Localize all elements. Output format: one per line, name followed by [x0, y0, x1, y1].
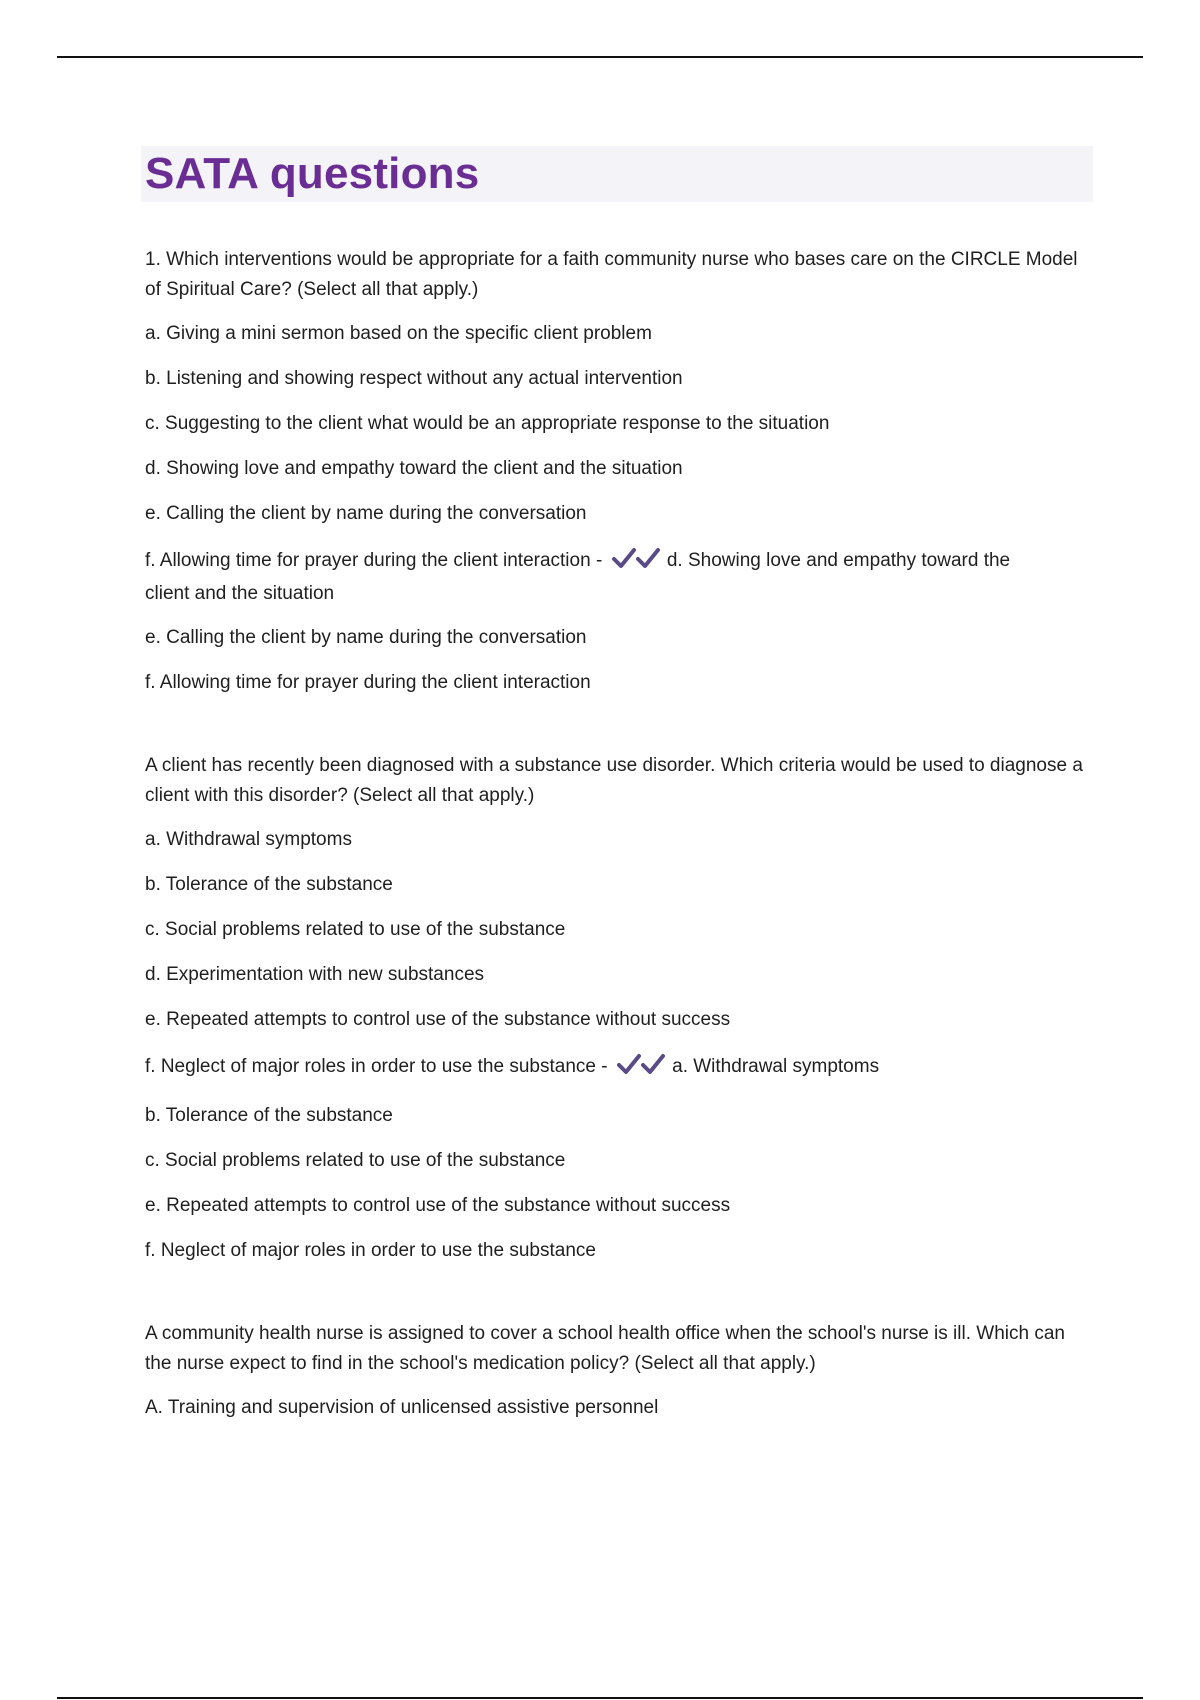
checkmark-icon	[617, 1053, 641, 1075]
bottom-rule	[57, 1697, 1143, 1699]
answer-item: f. Neglect of major roles in order to use the substance	[145, 1240, 596, 1261]
question-block-1	[145, 245, 1093, 698]
question-text: 1. Which interventions would be appropriate for a faith community nurse who bases care on the CIRCLE Model of Spiritual Care? (Select all that apply.)	[145, 249, 1078, 300]
option-with-answer	[145, 1052, 1093, 1085]
option-item: b. Tolerance of the substance	[145, 874, 393, 895]
answer-item-continued: client and the situation	[145, 583, 335, 604]
option-item: c. Social problems related to use of the substance	[145, 919, 566, 940]
title-band	[141, 146, 1093, 202]
question-text: A community health nurse is assigned to cover a school health office when the school's nurse is ill. Which can the nurse expect to find in the school's medication policy? (Select all that apply.)	[145, 1323, 1065, 1374]
option-item: a. Withdrawal symptoms	[145, 829, 352, 850]
option-item: d. Showing love and empathy toward the client and the situation	[145, 458, 683, 479]
question-block-2	[145, 751, 1093, 1266]
answer-item: f. Allowing time for prayer during the client interaction	[145, 672, 591, 693]
option-item: a. Giving a mini sermon based on the specific client problem	[145, 323, 652, 344]
checkmark-icon	[636, 547, 660, 569]
answer-item: d. Showing love and empathy toward the	[666, 550, 1011, 571]
document-body	[145, 146, 1093, 1423]
top-rule	[57, 56, 1143, 58]
checkmark-icon	[641, 1053, 665, 1075]
answer-item: e. Calling the client by name during the conversation	[145, 627, 587, 648]
option-with-answer	[145, 546, 1093, 609]
question-block-3	[145, 1319, 1093, 1423]
answer-checkmarks	[617, 1053, 665, 1085]
option-item: f. Allowing time for prayer during the client interaction -	[145, 550, 603, 571]
answer-item: b. Tolerance of the substance	[145, 1105, 393, 1126]
option-item: f. Neglect of major roles in order to use the substance -	[145, 1056, 608, 1077]
option-item: A. Training and supervision of unlicensed assistive personnel	[145, 1397, 659, 1418]
option-item: e. Calling the client by name during the conversation	[145, 503, 587, 524]
answer-item: a. Withdrawal symptoms	[672, 1056, 880, 1077]
option-item: e. Repeated attempts to control use of the substance without success	[145, 1009, 731, 1030]
question-text: A client has recently been diagnosed with a substance use disorder. Which criteria would be used to diagnose a client with this disorder? (Select all that apply.)	[145, 755, 1083, 806]
option-item: b. Listening and showing respect without any actual intervention	[145, 368, 683, 389]
option-item: c. Suggesting to the client what would be an appropriate response to the situation	[145, 413, 830, 434]
checkmark-icon	[612, 547, 636, 569]
answer-item: e. Repeated attempts to control use of the substance without success	[145, 1195, 731, 1216]
answer-checkmarks	[612, 547, 660, 579]
answer-item: c. Social problems related to use of the substance	[145, 1150, 566, 1171]
page-title: SATA questions	[145, 149, 480, 198]
option-item: d. Experimentation with new substances	[145, 964, 485, 985]
